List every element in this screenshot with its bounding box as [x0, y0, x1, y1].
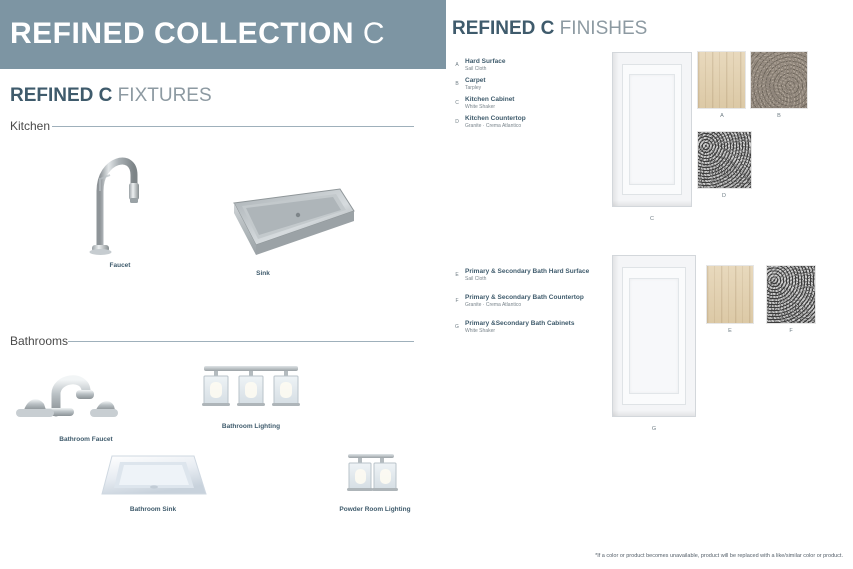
page-title-bold: REFINED COLLECTION — [10, 17, 354, 50]
cabinet-shadow-bottom — [613, 200, 691, 206]
finishes-heading-bold: REFINED C — [452, 18, 555, 39]
legend-title: Kitchen Countertop — [465, 115, 526, 122]
legend-title: Primary & Secondary Bath Countertop — [465, 294, 584, 301]
legend-sub: Sail Cloth — [465, 66, 487, 72]
cabinet-center-panel — [629, 278, 678, 393]
caption-sink: Sink — [256, 270, 270, 277]
legend-row — [452, 77, 602, 96]
legend-title: Kitchen Cabinet — [465, 96, 515, 103]
bath-cabinet-sample — [612, 255, 696, 417]
legend-sub: White Shaker — [465, 328, 496, 334]
cabinet-shadow-left — [613, 53, 619, 206]
caption-bathroom-sink: Bathroom Sink — [129, 506, 177, 513]
caption-bathroom-lighting: Bathroom Lighting — [221, 423, 281, 430]
group-label-bathrooms: Bathrooms — [10, 334, 69, 348]
cabinet-center-panel — [629, 74, 676, 184]
legend-letter: G — [455, 324, 459, 330]
swatch-label-d: D — [722, 193, 726, 199]
legend-bath — [452, 268, 612, 346]
caption-powder-room-lighting: Powder Room Lighting — [339, 506, 411, 513]
legend-title: Hard Surface — [465, 58, 506, 65]
swatch-label-c: C — [650, 216, 654, 222]
bathroom-lighting-image — [196, 360, 306, 418]
swatch-countertop-d — [697, 131, 752, 189]
legend-title: Primary &Secondary Bath Cabinets — [465, 320, 575, 327]
page-title — [10, 17, 385, 51]
swatch-label-b: B — [777, 113, 781, 119]
title-band — [0, 0, 446, 69]
swatch-carpet-b — [750, 51, 808, 109]
cabinet-shadow-bottom — [613, 410, 695, 416]
legend-letter: E — [455, 272, 459, 278]
legend-letter: D — [455, 119, 459, 125]
legend-letter: A — [455, 62, 459, 68]
legend-sub: Sail Cloth — [465, 276, 487, 282]
legend-letter: F — [455, 298, 459, 304]
swatch-label-f: F — [789, 328, 793, 334]
kitchen-cabinet-sample — [612, 52, 692, 207]
legend-kitchen — [452, 58, 602, 134]
legend-row — [452, 115, 602, 134]
legend-row — [452, 58, 602, 77]
group-label-kitchen: Kitchen — [10, 119, 51, 133]
swatch-bath-countertop-f — [766, 265, 816, 324]
right-panel — [446, 0, 853, 569]
bathroom-faucet-image — [10, 360, 122, 422]
caption-bathroom-faucet: Bathroom Faucet — [59, 436, 113, 443]
page-title-light: C — [354, 17, 385, 50]
swatch-label-g: G — [651, 426, 657, 432]
powder-room-lighting-image — [338, 448, 404, 508]
divider-bathrooms — [68, 341, 414, 342]
finishes-heading-light: FINISHES — [554, 18, 648, 39]
legend-letter: C — [455, 100, 459, 106]
footnote: *If a color or product becomes unavailable, product will be replaced with a like/similar color or product. — [595, 553, 843, 559]
bathroom-sink-image — [94, 450, 212, 506]
legend-row — [452, 96, 602, 115]
legend-sub: Tarpley — [465, 85, 482, 91]
finishes-heading — [452, 18, 647, 40]
swatch-label-e: E — [728, 328, 732, 334]
legend-title: Primary & Secondary Bath Hard Surface — [465, 268, 590, 275]
cabinet-shadow-left — [613, 256, 619, 416]
swatch-bath-hard-surface-e — [706, 265, 754, 324]
legend-letter: B — [455, 81, 459, 87]
kitchen-faucet-image — [88, 135, 154, 255]
legend-sub: Granite · Crema Atlantico — [465, 302, 522, 308]
legend-sub: White Shaker — [465, 104, 496, 110]
legend-title: Carpet — [465, 77, 486, 84]
caption-faucet: Faucet — [109, 262, 131, 269]
fixtures-heading — [10, 85, 212, 107]
legend-row — [452, 268, 612, 294]
swatch-hard-surface-a — [697, 51, 746, 109]
fixtures-heading-bold: REFINED C — [10, 85, 113, 106]
divider-kitchen — [52, 126, 414, 127]
legend-row — [452, 294, 612, 320]
fixtures-heading-light: FIXTURES — [112, 85, 212, 106]
swatch-label-a: A — [720, 113, 724, 119]
legend-sub: Granite · Crema Atlantico — [465, 123, 522, 129]
legend-row — [452, 320, 612, 346]
kitchen-sink-image — [228, 185, 358, 265]
